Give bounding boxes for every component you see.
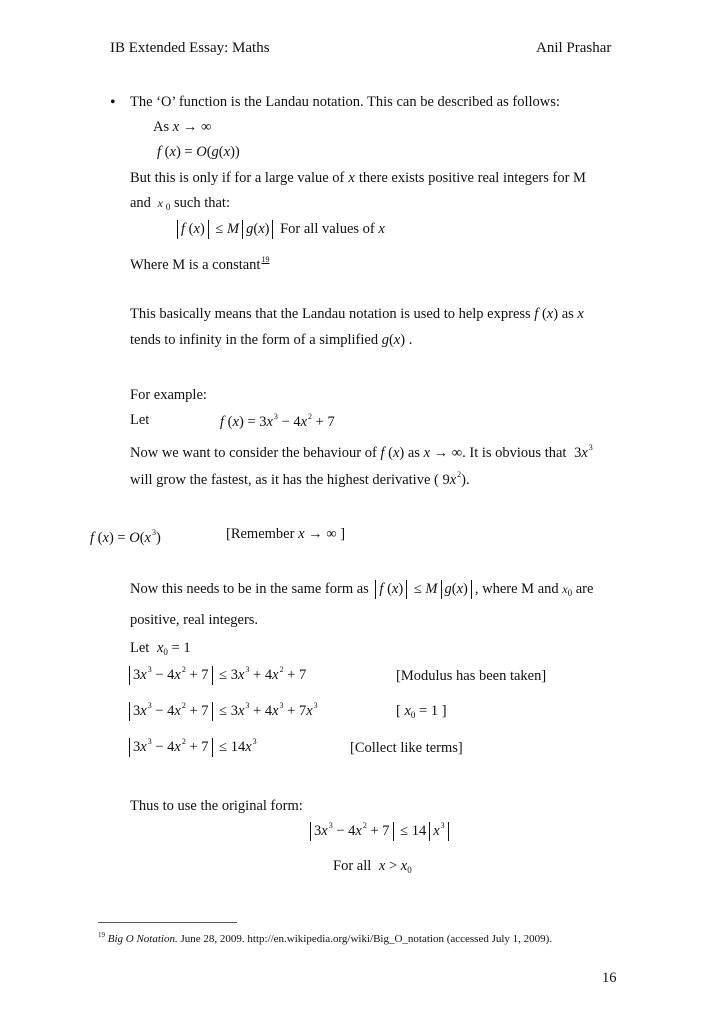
header-author: Anil Prashar bbox=[536, 40, 612, 56]
footnote-rule bbox=[98, 922, 237, 923]
modulus-note: [Modulus has been taken] bbox=[396, 668, 547, 684]
header-title: IB Extended Essay: Maths bbox=[110, 40, 270, 56]
and-line: and x $_0$ such that: bbox=[130, 195, 230, 212]
tends-line: tends to infinity in the form of a simplified g(x) . bbox=[130, 332, 413, 348]
as-line: As x → ∞ bbox=[153, 119, 212, 135]
page-number: 16 bbox=[602, 970, 617, 986]
big-o-result: f $(x) = O(x^3)$ bbox=[90, 528, 161, 546]
positive-line: positive, real integers. bbox=[130, 612, 259, 628]
final-inequality: $3x^3 - 4x^2 + 7 \le 14$ $x^3$ bbox=[307, 821, 452, 841]
let-x0-line: Let $x_0 = 1$ bbox=[130, 640, 191, 657]
thus-line: Thus to use the original form: bbox=[130, 798, 303, 814]
remember-note: [Remember x → ∞ ] bbox=[226, 526, 346, 542]
let-label: Let bbox=[130, 412, 150, 428]
behaviour-line: Now we want to consider the behaviour of f (x) as x → ∞. It is obvious that $3x^3$ bbox=[130, 443, 593, 461]
collect-note: [Collect like terms] bbox=[350, 740, 463, 756]
bullet-icon: • bbox=[110, 94, 116, 111]
basically-line: This basically means that the Landau notation is used to help express f (x) as x bbox=[130, 306, 584, 322]
but-line: But this is only if for a large value of x there exists positive real integers for M bbox=[130, 170, 586, 186]
example-function: f $(x) = 3x^3 - 4x^2 + 7$ bbox=[220, 412, 335, 430]
intro-text: The ‘O’ function is the Landau notation. This can be described as follows: bbox=[130, 94, 560, 110]
where-line: Where M is a constant$^{19}$ bbox=[130, 255, 270, 273]
step-2: $3x^3 - 4x^2 + 7 \le 3x^3 + 4x^3 + 7x^3$ bbox=[126, 701, 318, 721]
x0-note: [ $x_0 = 1$ ] bbox=[396, 703, 447, 720]
footnote-ref[interactable]: 19 bbox=[261, 255, 270, 264]
for-all-line: For all $x > x_0$ bbox=[333, 858, 412, 875]
step-1: $3x^3 - 4x^2 + 7 \le 3x^3 + 4x^2 + 7$ bbox=[126, 665, 306, 685]
footnote: $^{19}$ Big O Notation. June 28, 2009. http://en.wikipedia.org/wiki/Big_O_notation (accessed July 1, 2009). bbox=[98, 931, 553, 945]
step-3: $3x^3 - 4x^2 + 7 \le 14x^3$ bbox=[126, 737, 257, 757]
big-o-definition: f (x) = O(g(x)) bbox=[157, 144, 240, 160]
grow-line: will grow the fastest, as it has the highest derivative ( $9x^2$). bbox=[130, 470, 470, 488]
same-form-line: Now this needs to be in the same form as f (x) ≤ M g(x) , where M and $x_0$ are bbox=[130, 580, 594, 598]
inequality-definition: f (x) ≤ M g(x) For all values of x bbox=[174, 220, 385, 239]
for-example: For example: bbox=[130, 387, 207, 403]
